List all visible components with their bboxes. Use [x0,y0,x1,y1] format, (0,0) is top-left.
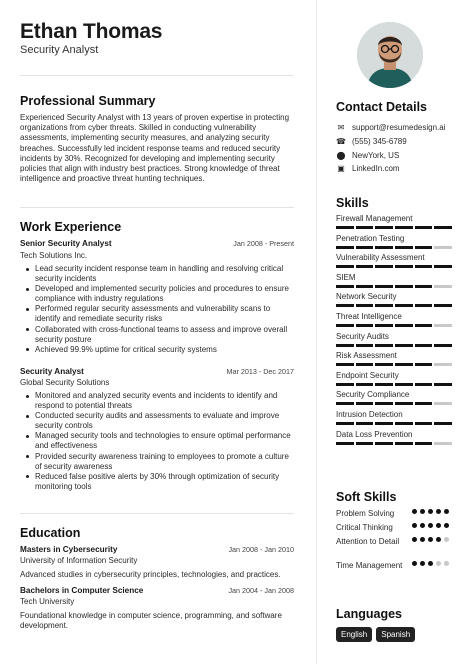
skill-name: Endpoint Security [336,370,399,380]
edu-dates: Jan 2004 - Jan 2008 [228,586,294,595]
contact-phone: ☎ (555) 345-6789 [336,137,407,146]
skill-item [336,430,452,445]
job-company: Global Security Solutions [20,378,110,387]
summary-text: Experienced Security Analyst with 13 years of proven expertise in protecting organizations from cyber threats. Skilled in conducting vulnerability assessments, implementing security measures, and analyzing security breaches. Successfully led incident response teams and reduced security incidents by 30%. Recognized for developing and implementing security policies that align with industry best practices. Strong knowledge of threat intelligence and proactive threat hunting techniques. [20,113,290,184]
list-item: Conducted security audits and assessments to evaluate and improve security controls [26,411,292,431]
skill-item [336,371,452,386]
list-item: Performed regular security assessments and vulnerability scans to identify and remediate security risks [26,304,292,324]
edu-degree: Bachelors in Computer Science [20,586,144,595]
divider [20,207,294,208]
list-item: Collaborated with cross-functional teams to assess and improve overall security posture [26,325,292,345]
soft-skill-rating [412,561,452,566]
edu-desc: Foundational knowledge in computer science, programming, and software development. [20,611,282,631]
edu-title [20,586,294,595]
soft-skill-item [336,509,456,519]
summary-heading: Professional Summary [20,94,156,108]
job-bullets [26,391,292,492]
avatar [357,22,423,88]
skill-item [336,332,452,347]
soft-skill-rating [412,509,452,514]
job-dates: Jan 2008 - Present [233,239,294,248]
skill-name: Risk Assessment [336,351,397,361]
list-item: Monitored and analyzed security events and incidents to identify and respond to potential threats [26,391,292,411]
skill-level-bar [336,265,452,268]
location-pin-icon: ⬤ [336,151,346,160]
experience-heading: Work Experience [20,220,122,234]
envelope-icon: ✉ [337,123,345,132]
soft-skill-rating [412,523,452,528]
contact-email: ✉ support@resumedesign.ai [337,123,446,132]
list-item: Reduced false positive alerts by 30% through optimization of security monitoring tools [26,472,292,492]
skill-item [336,234,452,249]
skill-level-bar [336,246,452,249]
skill-name: Vulnerability Assessment [336,253,425,263]
skill-level-bar [336,402,452,405]
soft-skill-name: Critical Thinking [336,523,393,532]
edu-degree: Masters in Cybersecurity [20,545,118,554]
edu-desc: Advanced studies in cybersecurity principles, technologies, and practices. [20,570,281,579]
job-company: Tech Solutions Inc. [20,251,88,260]
soft-skill-item [336,561,456,571]
skill-name: Security Audits [336,331,389,341]
skill-item [336,214,452,229]
skill-level-bar [336,226,452,229]
skill-level-bar [336,442,452,445]
languages-heading: Languages [336,607,402,621]
soft-skills-heading: Soft Skills [336,490,397,504]
edu-title [20,545,294,554]
contact-location: ⬤ NewYork, US [336,151,400,160]
skill-item [336,292,452,307]
skill-item [336,351,452,366]
soft-skill-name: Attention to Detail [336,537,400,546]
skill-name: SIEM [336,272,356,282]
candidate-title: Security Analyst [20,44,99,56]
skill-level-bar [336,324,452,327]
divider [20,75,294,76]
edu-school: University of Information Security [20,556,138,565]
skill-item [336,273,452,288]
list-item: Developed and implemented security policies and procedures to ensure compliance with industry regulations [26,284,292,304]
column-divider [316,0,317,664]
soft-skill-item [336,523,456,533]
list-item: Achieved 99.9% uptime for critical security systems [26,345,292,355]
skill-level-bar [336,422,452,425]
skill-level-bar [336,383,452,386]
job-dates: Mar 2013 - Dec 2017 [226,367,294,376]
skill-name: Security Compliance [336,390,410,400]
edu-dates: Jan 2008 - Jan 2010 [228,545,294,554]
edu-school: Tech University [20,597,75,606]
skill-level-bar [336,285,452,288]
soft-skill-rating [412,537,452,542]
skill-name: Network Security [336,292,397,302]
job-bullets [26,264,292,355]
list-item: Managed security tools and technologies to ensure optimal performance and effectiveness [26,431,292,451]
phone-icon: ☎ [336,137,346,146]
job-role: Senior Security Analyst [20,239,112,248]
skill-name: Firewall Management [336,214,413,223]
skill-name: Penetration Testing [336,233,405,243]
skills-heading: Skills [336,196,369,210]
skill-item [336,253,452,268]
languages-list [336,627,415,642]
linkedin-icon: ▣ [337,164,345,173]
education-heading: Education [20,526,81,540]
skill-level-bar [336,344,452,347]
job-title [20,239,294,248]
list-item: Lead security incident response team in handling and resolving critical security incidents [26,264,292,284]
list-item: Provided security awareness training to employees to promote a culture of security awareness [26,452,292,472]
skill-item [336,410,452,425]
skill-item [336,390,452,405]
skill-name: Threat Intelligence [336,312,402,321]
contact-linkedin: ▣ LinkedIn.com [337,164,400,173]
job-role: Security Analyst [20,367,84,376]
soft-skill-name: Time Management [336,561,403,570]
divider [20,513,294,514]
soft-skill-item [336,537,456,547]
job-title [20,367,294,376]
skill-name: Data Loss Prevention [336,429,413,439]
candidate-name: Ethan Thomas [20,20,163,43]
soft-skill-name: Problem Solving [336,509,395,518]
skill-level-bar [336,363,452,366]
language-badge: Spanish [376,627,415,642]
language-badge: English [336,627,372,642]
skill-item [336,312,452,327]
skill-name: Intrusion Detection [336,410,403,419]
skill-level-bar [336,304,452,307]
contact-heading: Contact Details [336,100,427,114]
